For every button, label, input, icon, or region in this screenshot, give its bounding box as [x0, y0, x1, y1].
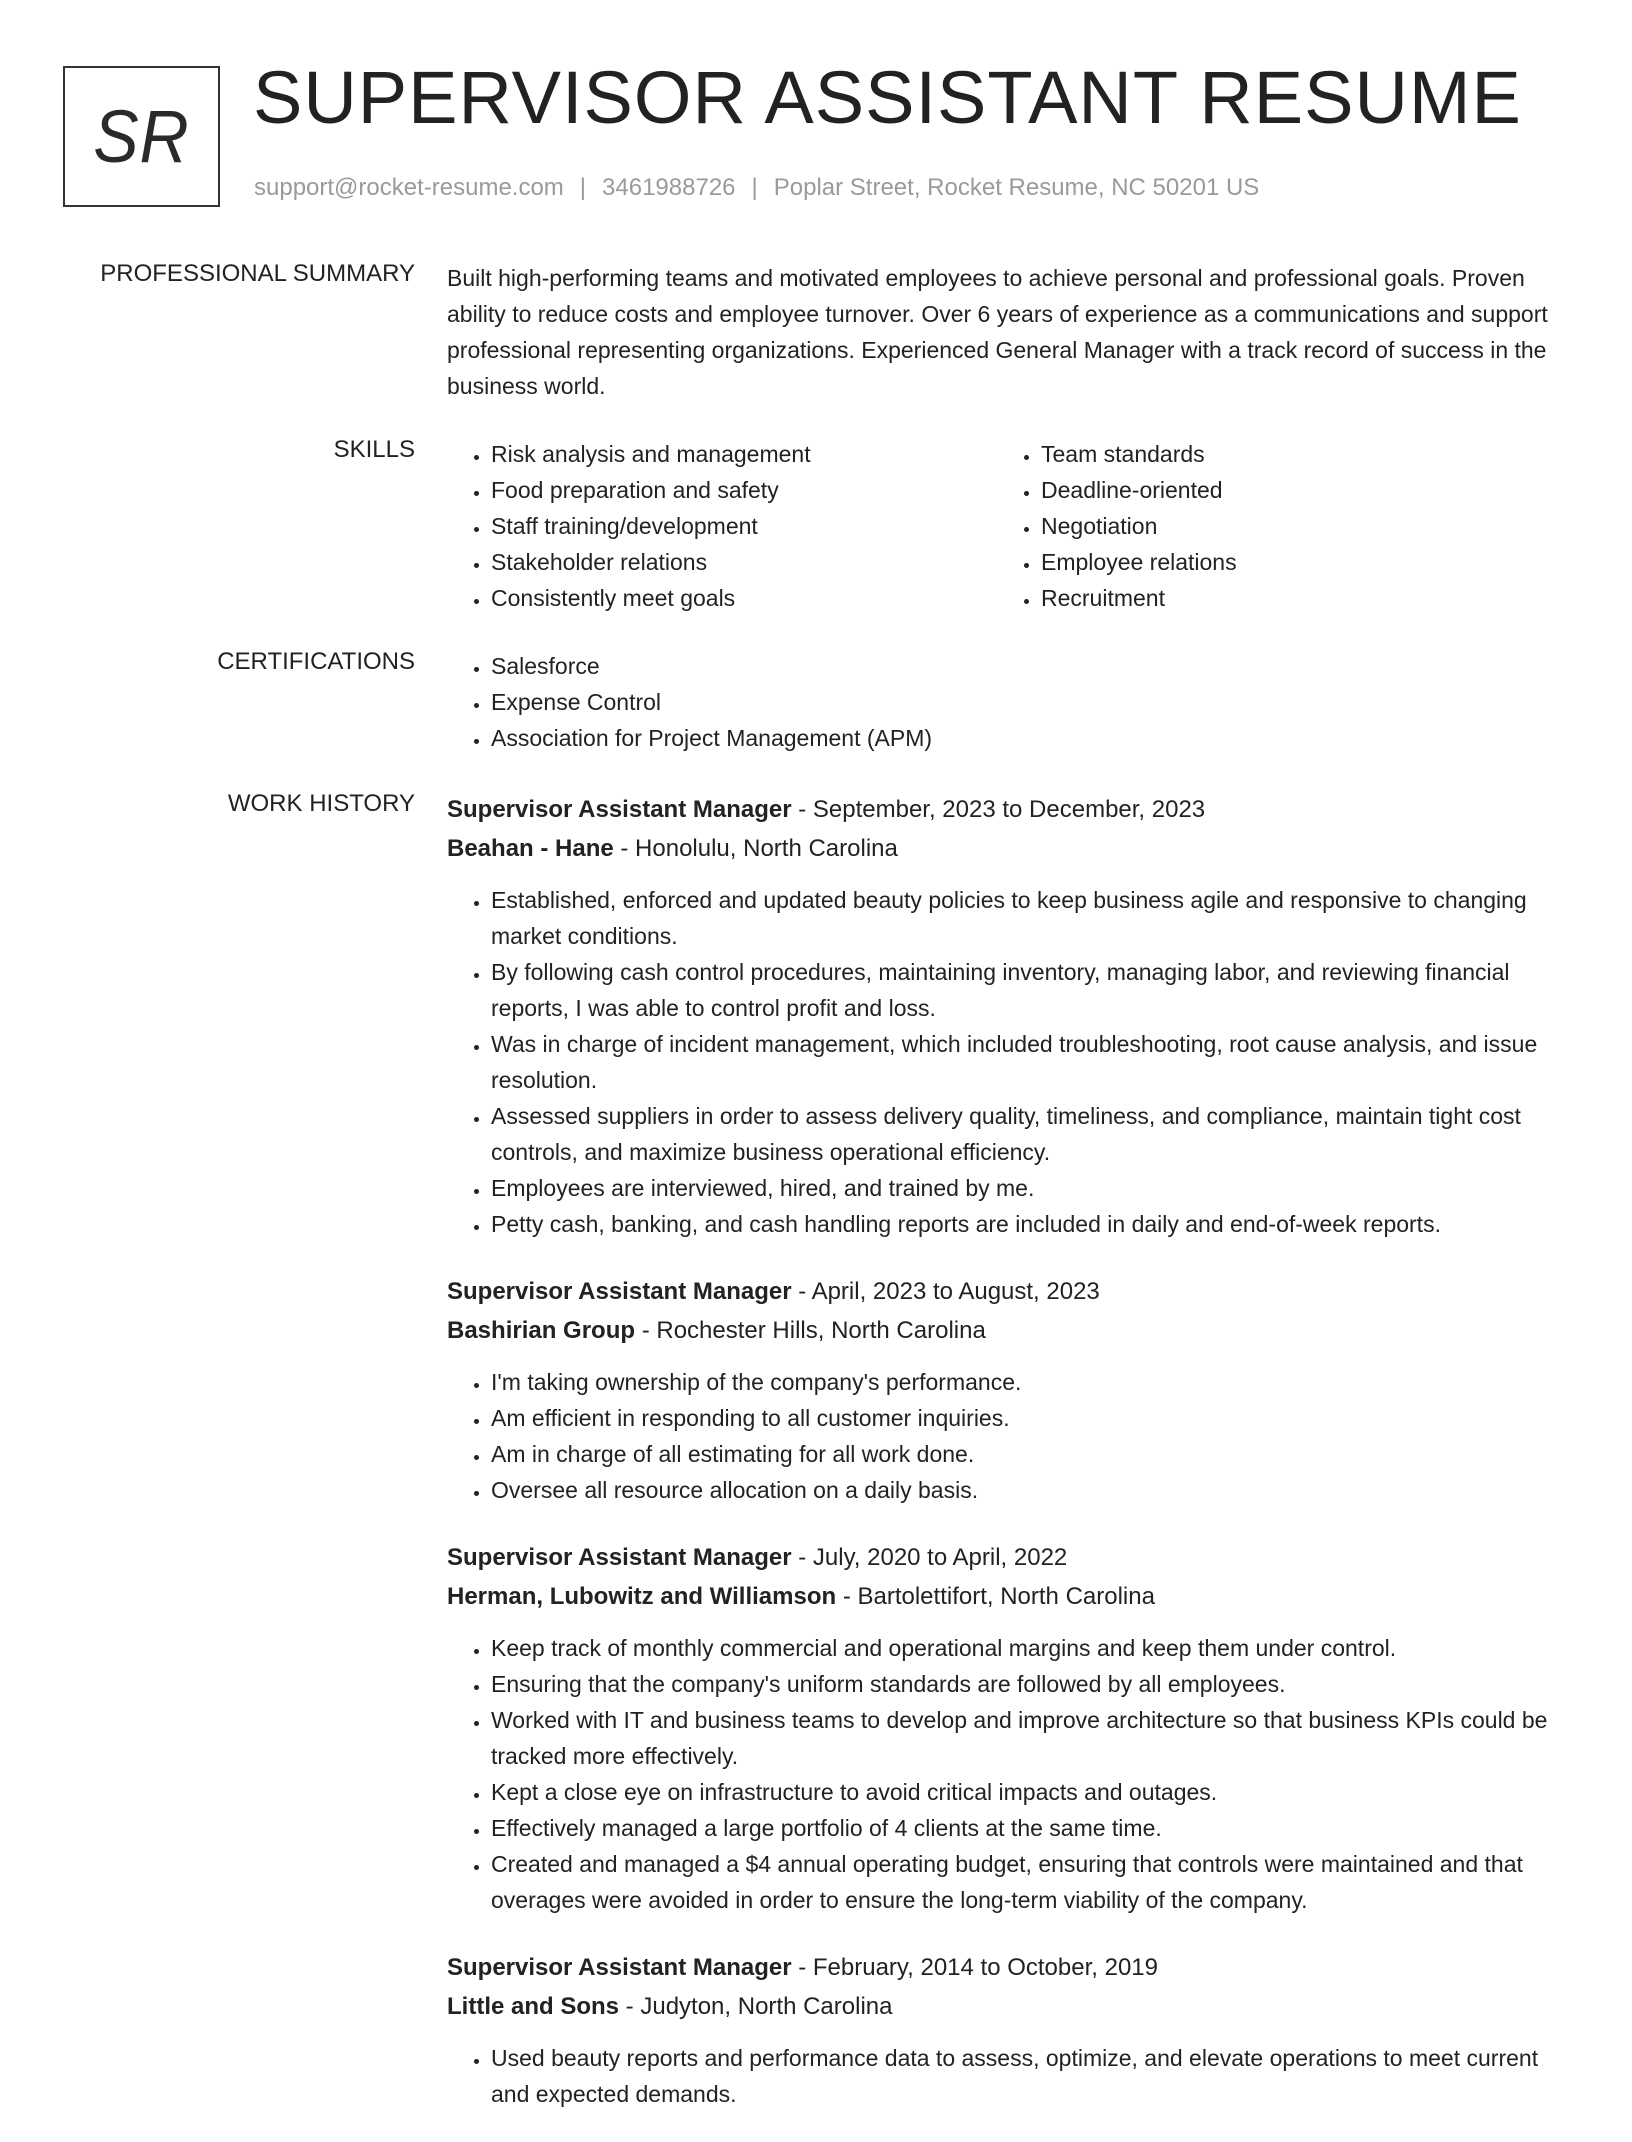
certifications-list — [447, 648, 1567, 756]
summary-text: Built high-performing teams and motivated employees to achieve personal and professional goals. Proven ability to reduce costs and employee turnover. Over 6 years of experience as a communications and support professional representing organizations. Experienced General Manager with a track record of success in the business world. — [447, 265, 1548, 399]
job-bullet: • Used beauty reports and performance data to assess, optimize, and elevate operations to meet current and expected demands. — [491, 2040, 1567, 2112]
job-entry — [447, 1948, 1567, 2112]
certifications-body — [447, 648, 1567, 756]
job-title-line — [447, 790, 1567, 829]
contact-email[interactable]: support@rocket-resume.com — [254, 174, 564, 201]
certifications-heading: CERTIFICATIONS — [217, 648, 415, 675]
job-bullet: • Worked with IT and business teams to develop and improve architecture so that business KPIs could be tracked more effectively. — [491, 1702, 1567, 1774]
job-company-line — [447, 1577, 1567, 1616]
job-title: Supervisor Assistant Manager — [447, 1544, 792, 1571]
skills-columns — [447, 436, 1567, 616]
job-company-line — [447, 1987, 1567, 2026]
work-history-body — [447, 790, 1567, 2142]
skills-column-right — [997, 436, 1547, 616]
skills-list-right — [997, 436, 1547, 616]
job-bullet: • Ensuring that the company's uniform standards are followed by all employees. — [491, 1666, 1567, 1702]
skill-item: • Consistently meet goals — [491, 580, 997, 616]
skills-body — [447, 436, 1567, 616]
job-bullet: • Keep track of monthly commercial and operational margins and keep them under control. — [491, 1630, 1567, 1666]
job-bullet: • Am efficient in responding to all customer inquiries. — [491, 1400, 1567, 1436]
job-company: Little and Sons — [447, 1993, 620, 2020]
job-bullets — [447, 1364, 1567, 1508]
job-bullets — [447, 882, 1567, 1242]
job-bullet: • Established, enforced and updated beauty policies to keep business agile and responsive to changing market conditions. — [491, 882, 1567, 954]
job-title-line — [447, 1538, 1567, 1577]
skill-item: • Negotiation — [1041, 508, 1547, 544]
job-entry — [447, 1538, 1567, 1918]
job-company-line — [447, 829, 1567, 868]
skill-item: • Employee relations — [1041, 544, 1547, 580]
job-dates: - April, 2023 to August, 2023 — [791, 1278, 1100, 1305]
job-title-line — [447, 1272, 1567, 1311]
certification-item: • Expense Control — [491, 684, 1567, 720]
skills-column-left — [447, 436, 997, 616]
job-company-line — [447, 1311, 1567, 1350]
contact-address: Poplar Street, Rocket Resume, NC 50201 US — [773, 174, 1260, 201]
job-company: Beahan - Hane — [447, 835, 614, 862]
job-bullet: • Petty cash, banking, and cash handling reports are included in daily and end-of-week reports. — [491, 1206, 1567, 1242]
job-dates: - September, 2023 to December, 2023 — [791, 796, 1206, 823]
job-entry — [447, 790, 1567, 1242]
job-bullet: • Effectively managed a large portfolio of 4 clients at the same time. — [491, 1810, 1567, 1846]
job-bullet: • I'm taking ownership of the company's performance. — [491, 1364, 1567, 1400]
job-title: Supervisor Assistant Manager — [447, 1278, 792, 1305]
certification-item: • Salesforce — [491, 648, 1567, 684]
job-title: Supervisor Assistant Manager — [447, 1954, 792, 1981]
monogram-initials: SR — [93, 95, 190, 178]
job-dates: - February, 2014 to October, 2019 — [791, 1954, 1158, 1981]
job-bullet: • Am in charge of all estimating for all work done. — [491, 1436, 1567, 1472]
page-title: SUPERVISOR ASSISTANT RESUME — [253, 56, 1522, 139]
job-company: Herman, Lubowitz and Williamson — [447, 1583, 837, 1610]
job-title-line — [447, 1948, 1567, 1987]
job-location: - Rochester Hills, North Carolina — [635, 1317, 986, 1344]
skill-item: • Team standards — [1041, 436, 1547, 472]
contact-separator: | — [751, 174, 758, 201]
job-bullets — [447, 1630, 1567, 1918]
skill-item: • Recruitment — [1041, 580, 1547, 616]
job-bullet: • By following cash control procedures, maintaining inventory, managing labor, and reviewing financial reports, I was able to control profit and loss. — [491, 954, 1567, 1026]
job-bullet: • Assessed suppliers in order to assess delivery quality, timeliness, and compliance, maintain tight cost controls, and maximize business operational efficiency. — [491, 1098, 1567, 1170]
job-bullet: • Employees are interviewed, hired, and trained by me. — [491, 1170, 1567, 1206]
job-entry — [447, 1272, 1567, 1508]
skill-item: • Risk analysis and management — [491, 436, 997, 472]
job-bullet: • Kept a close eye on infrastructure to avoid critical impacts and outages. — [491, 1774, 1567, 1810]
summary-body — [447, 260, 1567, 404]
skill-item: • Deadline-oriented — [1041, 472, 1547, 508]
job-bullet: • Created and managed a $4 annual operating budget, ensuring that controls were maintained and that overages were avoided in order to ensure the long-term viability of the company. — [491, 1846, 1567, 1918]
job-dates: - July, 2020 to April, 2022 — [791, 1544, 1068, 1571]
contact-phone[interactable]: 3461988726 — [602, 174, 736, 201]
contact-separator: | — [579, 174, 587, 201]
job-location: - Bartolettifort, North Carolina — [836, 1583, 1155, 1610]
job-bullet: • Oversee all resource allocation on a daily basis. — [491, 1472, 1567, 1508]
job-bullet: • Was in charge of incident management, which included troubleshooting, root cause analysis, and issue resolution. — [491, 1026, 1567, 1098]
contact-line — [254, 174, 1259, 202]
work-history-heading: WORK HISTORY — [227, 790, 415, 817]
skill-item: • Food preparation and safety — [491, 472, 997, 508]
skill-item: • Staff training/development — [491, 508, 997, 544]
job-location: - Judyton, North Carolina — [619, 1993, 893, 2020]
summary-heading: PROFESSIONAL SUMMARY — [100, 260, 415, 287]
job-bullets — [447, 2040, 1567, 2112]
job-location: - Honolulu, North Carolina — [613, 835, 898, 862]
skills-list-left — [447, 436, 997, 616]
certification-item: • Association for Project Management (APM) — [491, 720, 1567, 756]
job-title: Supervisor Assistant Manager — [447, 796, 792, 823]
job-company: Bashirian Group — [447, 1317, 636, 1344]
skill-item: • Stakeholder relations — [491, 544, 997, 580]
monogram-box — [63, 66, 220, 207]
skills-heading: SKILLS — [333, 436, 415, 463]
